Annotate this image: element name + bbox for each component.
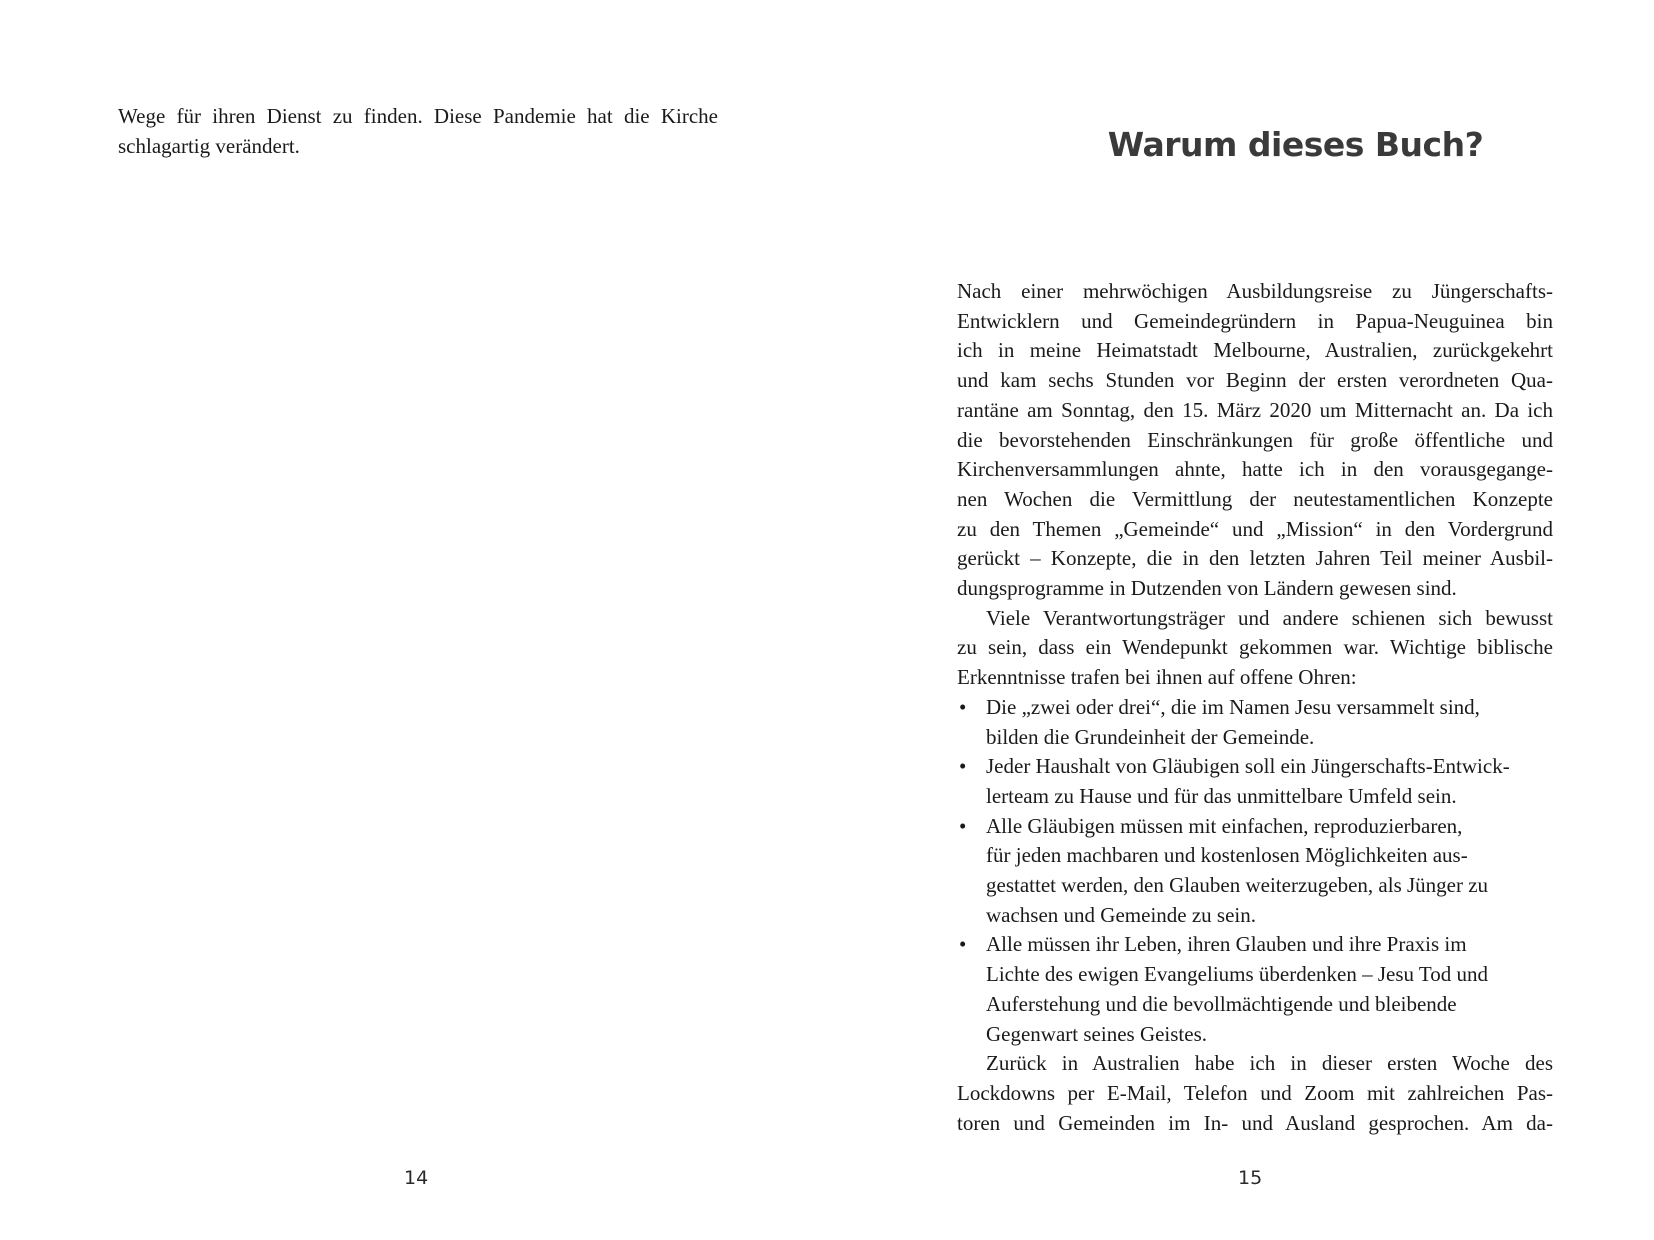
paragraph <box>957 277 1553 604</box>
text-line: Lockdowns per E-Mail, Telefon und Zoom mit zahlreichen Pas- <box>957 1080 1553 1105</box>
text-line: schlagartig verändert. <box>118 133 300 158</box>
text-line: Erkenntnisse trafen bei ihnen auf offene Ohren: <box>957 665 1357 690</box>
list-item-text: für jeden machbaren und kostenlosen Möglichkeiten aus- <box>986 843 1468 868</box>
text-line: Kirchenversammlungen ahnte, hatte ich in den vorausgegange- <box>957 457 1553 482</box>
text-line: zu sein, dass ein Wendepunkt gekommen war. Wichtige biblische <box>957 635 1553 660</box>
left-page-text <box>118 102 718 161</box>
paragraph <box>957 1049 1553 1138</box>
list-item-text: gestattet werden, den Glauben weiterzugeben, als Jünger zu <box>986 873 1489 898</box>
list-item-text: Jeder Haushalt von Gläubigen soll ein Jüngerschafts-Entwick- <box>986 754 1510 779</box>
list-item-text: Lichte des ewigen Evangeliums überdenken – Jesu Tod und <box>986 962 1489 987</box>
bullet-icon: • <box>959 694 967 719</box>
text-line: toren und Gemeinden im In- und Ausland gesprochen. Am da- <box>957 1110 1553 1135</box>
text-line: Viele Verantwortungsträger und andere schienen sich bewusst <box>986 605 1553 630</box>
list-item <box>957 693 1553 752</box>
text-line: gerückt – Konzepte, die in den letzten Jahren Teil meiner Ausbil- <box>957 546 1553 571</box>
bullet-icon: • <box>959 932 967 957</box>
list-item-text: Die „zwei oder drei“, die im Namen Jesu versammelt sind, <box>986 694 1480 719</box>
text-line: Entwicklern und Gemeindegründern in Papua-Neuguinea bin <box>957 308 1553 333</box>
bullet-icon: • <box>959 754 967 779</box>
text-line: Wege für ihren Dienst zu finden. Diese Pandemie hat die Kirche <box>118 104 718 128</box>
chapter-title: Warum dieses Buch? <box>1107 125 1484 164</box>
bullet-list <box>957 693 1553 1049</box>
list-item-text: Alle Gläubigen müssen mit einfachen, reproduzierbaren, <box>986 813 1463 838</box>
list-item-text: wachsen und Gemeinde zu sein. <box>986 902 1256 927</box>
text-line: zu den Themen „Gemeinde“ und „Mission“ in den Vordergrund <box>957 516 1553 541</box>
right-page <box>827 0 1654 1240</box>
text-line: die bevorstehenden Einschränkungen für große öffentliche und <box>957 427 1553 452</box>
list-item-text: Alle müssen ihr Leben, ihren Glauben und ihre Praxis im <box>986 932 1467 957</box>
text-line: Nach einer mehrwöchigen Ausbildungsreise zu Jüngerschafts- <box>957 279 1553 303</box>
list-item <box>957 930 1553 1049</box>
bullet-icon: • <box>959 813 967 838</box>
text-line: rantäne am Sonntag, den 15. März 2020 um Mitternacht an. Da ich <box>957 397 1553 422</box>
list-item-text: Gegenwart seines Geistes. <box>986 1021 1208 1046</box>
list-item-text: bilden die Grundeinheit der Gemeinde. <box>986 724 1315 749</box>
list-item-line <box>957 812 1553 842</box>
list-item-line <box>957 930 1553 960</box>
text-line: und kam sechs Stunden vor Beginn der ersten verordneten Qua- <box>957 368 1553 393</box>
list-item <box>957 752 1553 811</box>
list-item <box>957 812 1553 931</box>
list-item-text: lerteam zu Hause und für das unmittelbare Umfeld sein. <box>986 783 1457 808</box>
text-line: nen Wochen die Vermittlung der neutestamentlichen Konzepte <box>957 486 1553 511</box>
text-line: Zurück in Australien habe ich in dieser ersten Woche des <box>986 1051 1553 1076</box>
paragraph <box>957 604 1553 693</box>
page-number-left: 14 <box>404 1167 429 1189</box>
list-item-text: Auferstehung und die bevollmächtigende und bleibende <box>986 991 1457 1016</box>
list-item-line <box>957 752 1553 782</box>
body-text <box>957 277 1553 1138</box>
text-line: ich in meine Heimatstadt Melbourne, Australien, zurückgekehrt <box>957 338 1553 363</box>
text-line: dungsprogramme in Dutzenden von Ländern gewesen sind. <box>957 576 1457 601</box>
page-number-right: 15 <box>1238 1167 1263 1189</box>
list-item-line <box>957 693 1553 723</box>
